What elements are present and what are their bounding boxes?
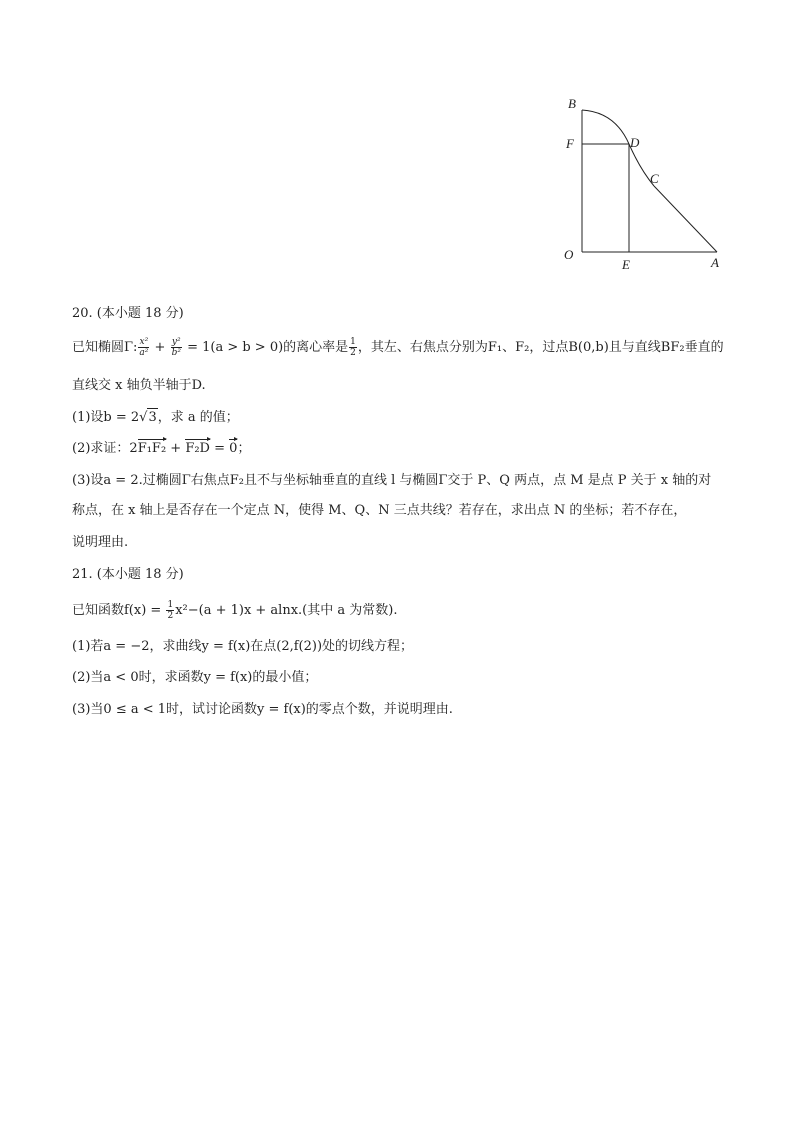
label-e: E xyxy=(622,257,630,272)
q20-intro-b: = 1(a > b > 0)的离心率是 xyxy=(182,340,349,355)
figure-drawing xyxy=(560,94,730,274)
label-b: B xyxy=(568,96,576,111)
q20-part1 xyxy=(72,408,239,427)
vector-f2d: F₂D xyxy=(185,441,210,456)
label-f: F xyxy=(566,136,574,151)
label-o: O xyxy=(564,247,574,262)
q20-p1-c: ，求 a 的值； xyxy=(157,410,239,425)
q20-intro-a: 已知椭圆Γ: xyxy=(72,340,138,355)
q20-p2-plus: + xyxy=(166,441,186,456)
vector-f1f2: F₁F₂ xyxy=(137,441,167,456)
label-d: D xyxy=(630,135,640,150)
q21-part2: (2)当a < 0时，求函数y = f(x)的最小值； xyxy=(72,670,318,685)
q20-p1-a: (1)设b = 2 xyxy=(72,410,140,425)
plus-sign: + xyxy=(150,340,170,355)
frac-y2-b2: $\frac{\text{y²}}{\text{b²}}$ xyxy=(171,337,181,358)
q20-p2-end: ； xyxy=(237,441,251,456)
q20-part3-line2: 称点，在 x 轴上是否存在一个定点 N，使得 M、Q、N 三点共线？若存在，求出点 N 的坐标；若不存在， xyxy=(72,503,687,518)
arc-bd xyxy=(582,110,629,144)
q21-intro xyxy=(72,600,397,621)
vector-zero: 0 xyxy=(229,441,238,456)
frac-one-half: $\frac{1}{2}$ xyxy=(350,337,356,358)
q20-part3-line3: 说明理由. xyxy=(72,535,129,550)
q20-intro-c: ，其左、右焦点分别为F₁、F₂，过点B(0,b)且与直线BF₂垂直的 xyxy=(357,340,724,355)
geometry-figure xyxy=(560,94,730,274)
q20-p2-eq: = xyxy=(209,441,230,456)
q20-part3-line1: (3)设a = 2.过椭圆Γ右焦点F₂且不与坐标轴垂直的直线 l 与椭圆Γ交于 P、Q 两点，点 M 是点 P 关于 x 轴的对 xyxy=(72,473,712,488)
q21-part1: (1)若a = −2，求曲线y = f(x)在点(2,f(2))处的切线方程； xyxy=(72,639,414,654)
label-c: C xyxy=(650,171,659,186)
q21-part3: (3)当0 ≤ a < 1时，试讨论函数y = f(x)的零点个数，并说明理由. xyxy=(72,702,453,717)
q20-header: 20. (本小题 18 分) xyxy=(72,306,184,321)
frac-one-half-q21: $\frac{1}{2}$ xyxy=(167,600,174,621)
label-a: A xyxy=(711,255,719,270)
frac-x2-a2: $\frac{\text{x²}}{\text{a²}}$ xyxy=(139,337,149,358)
line-ca xyxy=(654,186,717,252)
q20-part2 xyxy=(72,440,250,458)
sqrt-radicand: 3 xyxy=(148,410,157,425)
q20-intro-line2: 直线交 x 轴负半轴于D. xyxy=(72,378,206,393)
q21-header: 21. (本小题 18 分) xyxy=(72,567,184,582)
q20-p2-a: (2)求证：2 xyxy=(72,441,138,456)
q21-intro-a: 已知函数f(x) = xyxy=(72,603,166,618)
q20-intro xyxy=(72,337,724,358)
sqrt-sign: √ xyxy=(139,410,148,425)
q21-intro-b: x²−(a + 1)x + alnx.(其中 a 为常数). xyxy=(175,603,398,618)
